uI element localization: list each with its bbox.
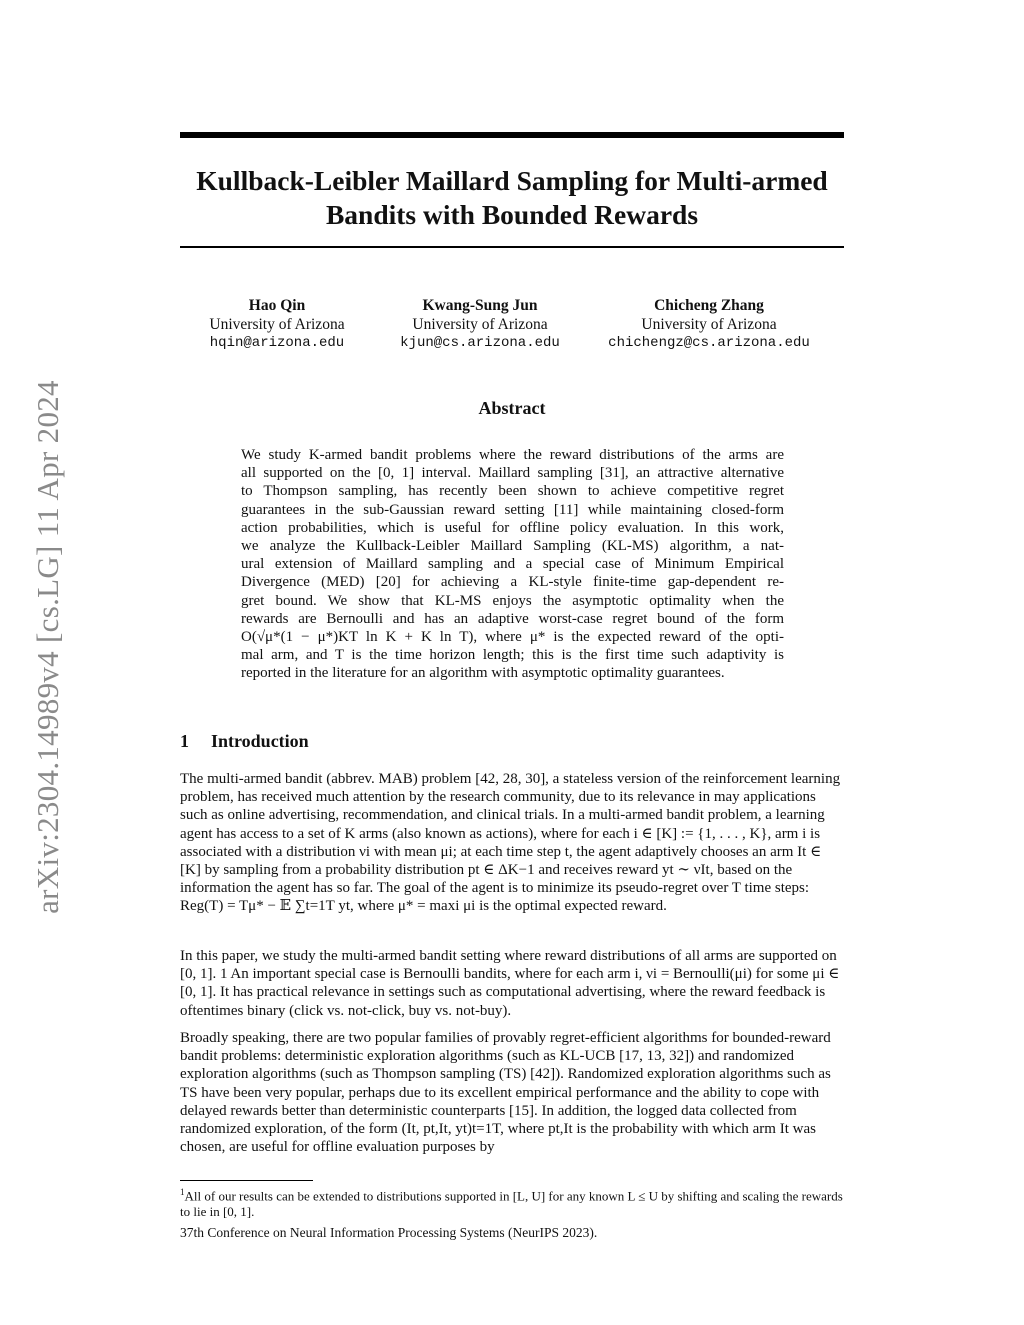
author-affiliation: University of Arizona (412, 316, 548, 333)
author-affiliation: University of Arizona (209, 316, 345, 333)
abstract-line: action probabilities, which is useful for offline policy evaluation. In this work, (241, 519, 784, 536)
conference-note: 37th Conference on Neural Information Processing Systems (NeurIPS 2023). (180, 1225, 598, 1240)
abstract-line: reported in the literature for an algorithm with asymptotic optimality guarantees. (241, 665, 725, 682)
abstract-line: to Thompson sampling, has recently been shown to achieve competitive regret (241, 483, 784, 500)
intro-paragraph-2: In this paper, we study the multi-armed bandit setting where reward distributions of all arms are supported on [0, 1]. 1 An important special case is Bernoulli bandits, where for each arm i, νi = Bernoulli(μi) for some μi ∈ [0, 1]. It has practical relevance in settings such as computational advertising, where the reward feedback is oftentimes binary (click vs. not-click, buy vs. not-buy). (180, 948, 840, 1019)
arxiv-stamp: arXiv:2304.14989v4 [cs.LG] 11 Apr 2024 (30, 380, 65, 914)
abstract-line: Divergence (MED) [20] for achieving a KL-style finite-time gap-dependent re- (241, 574, 784, 591)
intro-paragraph-1: The multi-armed bandit (abbrev. MAB) problem [42, 28, 30], a stateless version of the reinforcement learning problem, has received much attention by the research community, due to its relevance in may applications such as online advertising, recommendation, and clinical trials. In a multi-armed bandit problem, a learning agent has access to a set of K arms (also known as actions), where for each i ∈ [K] := {1, . . . , K}, arm i is associated with a distribution νi with mean μi; at each time step t, the agent adaptively chooses an arm It ∈ [K] by sampling from a probability distribution pt ∈ ΔK−1 and receives reward yt ∼ νIt, based on the information the agent has so far. The goal of the agent is to minimize its pseudo-regret over T time steps: Reg(T) = Tμ* − 𝔼 ∑t=1T yt, where μ* = maxi μi is the optimal expected reward. (180, 771, 841, 915)
title-rule-bottom (180, 246, 844, 248)
author-affiliation: University of Arizona (641, 316, 777, 333)
section-number: 1 (180, 731, 189, 751)
abstract-line: rewards are Bernoulli and has an adaptive worst-case regret bound of the form (241, 610, 784, 627)
abstract-line: O(√μ*(1 − μ*)KT ln K + K ln T), where μ* is the expected reward of the opti- (241, 629, 784, 646)
abstract-line: gret bound. We show that KL-MS enjoys the asymptotic optimality when the (241, 592, 784, 609)
footnote-text: All of our results can be extended to distributions supported in [L, U] for any known L ≤ U by shifting and scaling the rewards to lie in [0, 1]. (180, 1188, 843, 1220)
abstract-line: guarantees in the sub-Gaussian reward setting [11] while maintaining closed-form (241, 501, 784, 518)
footnote (180, 1184, 844, 1220)
abstract-line: We study K-armed bandit problems where the reward distributions of the arms are (241, 447, 784, 463)
author-name: Kwang-Sung Jun (422, 297, 538, 314)
author-email: hqin@arizona.edu (209, 335, 345, 351)
abstract-heading: Abstract (478, 398, 546, 418)
abstract-line: mal arm, and T is the time horizon length; this is the first time such adaptivity is (241, 647, 784, 664)
author-name: Chicheng Zhang (654, 297, 764, 314)
intro-paragraph-3: Broadly speaking, there are two popular families of provably regret-efficient algorithms for bounded-reward bandit problems: deterministic exploration algorithms (such as KL-UCB [17, 13, 32]) and randomized exploration algorithms (such as Thompson sampling (TS) [42]). Randomized exploration algorithms such as TS have been very popular, perhaps due to its excellent empirical performance and the ability to cope with delayed rewards better than deterministic counterparts [15]. In addition, the logged data collected from randomized exploration, of the form (It, pt,It, yt)t=1T, where pt,It is the probability with which arm It was chosen, are useful for offline evaluation purposes by (180, 1030, 831, 1156)
author-2 (390, 296, 570, 353)
author-email: kjun@cs.arizona.edu (400, 335, 560, 351)
footnote-mark: 1 (180, 1187, 185, 1197)
section-title: Introduction (211, 731, 309, 751)
title-rule-top (180, 132, 844, 138)
abstract-body (241, 446, 784, 683)
abstract-line: we analyze the Kullback-Leibler Maillard Sampling (KL-MS) algorithm, a nat- (241, 538, 784, 555)
section-heading (180, 731, 309, 752)
author-1 (197, 296, 357, 353)
abstract-line: ural extension of Maillard sampling and a special case of Minimum Empirical (241, 556, 784, 573)
abstract-line: all supported on the [0, 1] interval. Maillard sampling [31], an attractive alternative (241, 465, 784, 482)
author-3 (594, 296, 824, 353)
footnote-rule (180, 1180, 313, 1181)
paper-title: Kullback-Leibler Maillard Sampling for Multi-armed Bandits with Bounded Rewards (196, 165, 828, 230)
author-email: chichengz@cs.arizona.edu (608, 335, 810, 351)
author-name: Hao Qin (248, 297, 306, 314)
